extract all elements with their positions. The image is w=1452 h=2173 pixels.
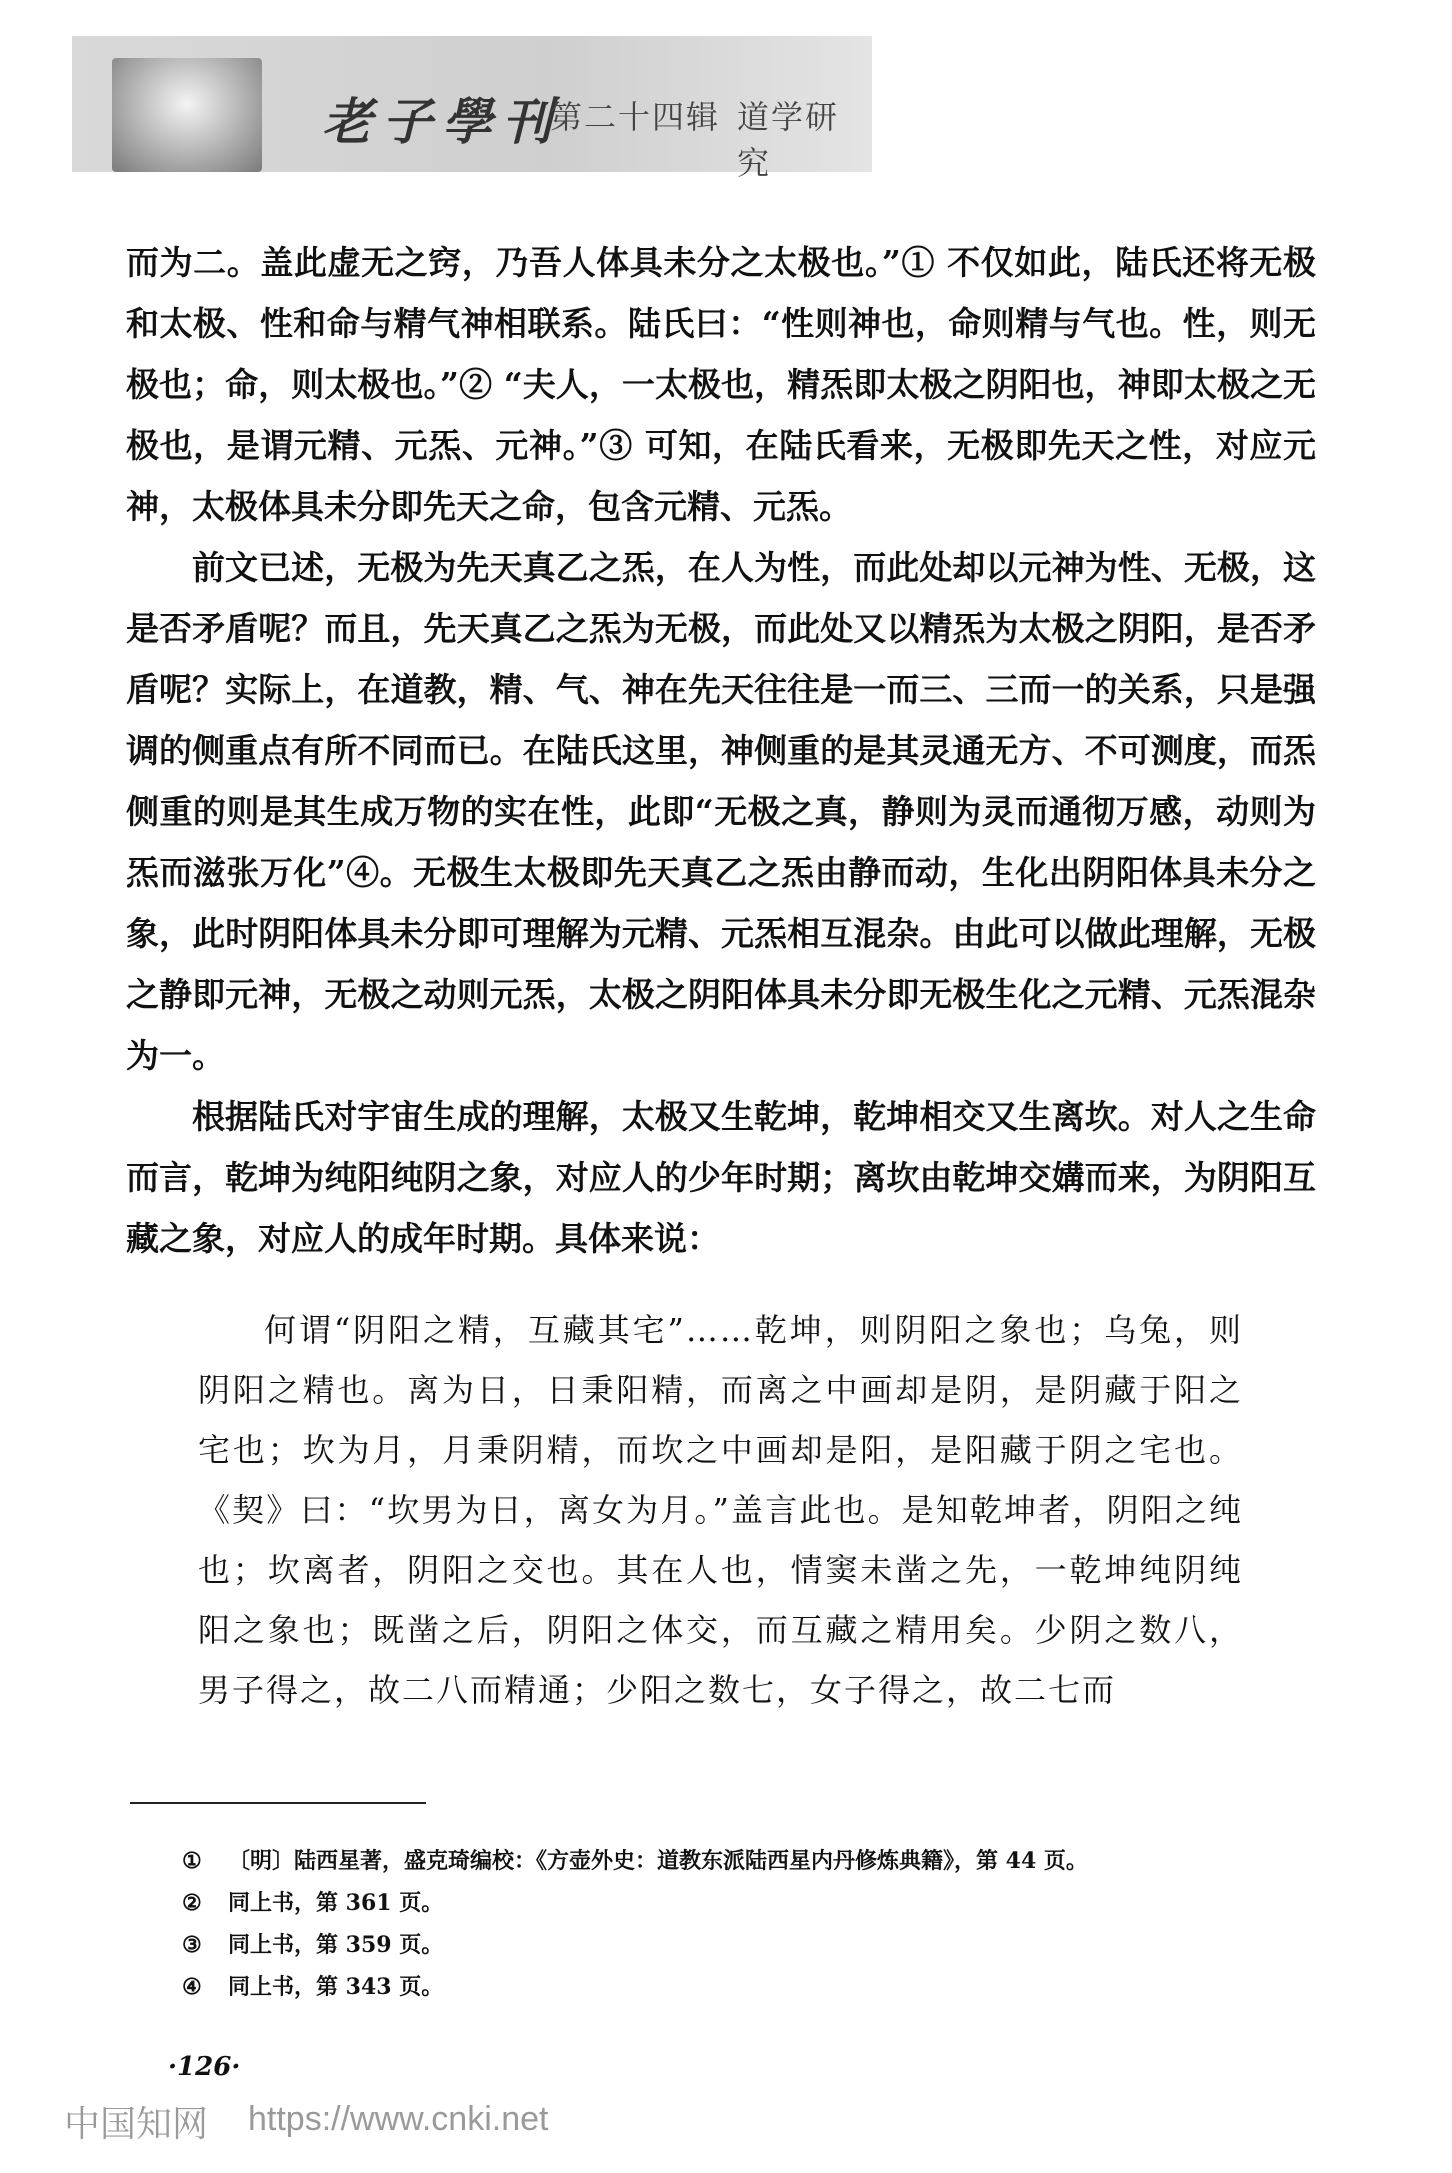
watermark-url: https://www.cnki.net	[248, 2100, 549, 2138]
footnote-text: 同上书，第 343 页。	[228, 1974, 444, 2000]
footnote-item	[182, 1840, 1312, 1882]
footnote-mark: ①	[182, 1848, 202, 1874]
footnote-text: 同上书，第 359 页。	[228, 1932, 444, 1958]
paragraph: 前文已述，无极为先天真乙之炁，在人为性，而此处却以元神为性、无极，这是否矛盾呢？而且，先天真乙之炁为无极，而此处又以精炁为太极之阴阳，是否矛盾呢？实际上，在道教，精、气、神在先天往往是一而三、三而一的关系，只是强调的侧重点有所不同而已。在陆氏这里，神侧重的是其灵通无方、不可测度，而炁侧重的则是其生成万物的实在性，此即“无极之真，静则为灵而通彻万感，动则为炁而滋张万化”④。无极生太极即先天真乙之炁由静而动，生化出阴阳体具未分之象，此时阴阳体具未分即可理解为元精、元炁相互混杂。由此可以做此理解，无极之静即元神，无极之动则元炁，太极之阴阳体具未分即无极生化之元精、元炁混杂为一。	[126, 548, 1316, 1075]
footnote-text: 同上书，第 361 页。	[228, 1890, 444, 1916]
footnote-divider	[130, 1802, 426, 1804]
footnote-item	[182, 1966, 1312, 2008]
laozi-portrait-image	[112, 58, 262, 172]
page-number: ·126·	[168, 2052, 241, 2082]
running-header	[72, 36, 872, 182]
quote-text: 何谓“阴阳之精，互藏其宅”……乾坤，则阴阳之象也；乌兔，则阴阳之精也。离为日，日秉阳精，而离之中画却是阴，是阴藏于阳之宅也；坎为月，月秉阴精，而坎之中画却是阳，是阳藏于阴之宅也。《契》曰：“坎男为日，离女为月。”盖言此也。是知乾坤者，阴阳之纯也；坎离者，阴阳之交也。其在人也，情窦未凿之先，一乾坤纯阴纯阳之象也；既凿之后，阴阳之体交，而互藏之精用矣。少阴之数八，男子得之，故二八而精通；少阳之数七，女子得之，故二七而	[198, 1311, 1243, 1709]
footnote-item	[182, 1924, 1312, 1966]
journal-name: 老子學刊	[322, 92, 562, 151]
footnote-mark: ③	[182, 1932, 202, 1958]
paragraph: 根据陆氏对宇宙生成的理解，太极又生乾坤，乾坤相交又生离坎。对人之生命而言，乾坤为纯阳纯阴之象，对应人的少年时期；离坎由乾坤交媾而来，为阴阳互藏之象，对应人的成年时期。具体来说：	[126, 1097, 1316, 1258]
paragraph: 而为二。盖此虚无之窍，乃吾人体具未分之太极也。”① 不仅如此，陆氏还将无极和太极、性和命与精气神相联系。陆氏曰：“性则神也，命则精与气也。性，则无极也；命，则太极也。”② “夫人，一太极也，精炁即太极之阴阳也，神即太极之无极也，是谓元精、元炁、元神。”③ 可知，在陆氏看来，无极即先天之性，对应元神，太极体具未分即先天之命，包含元精、元炁。	[126, 243, 1316, 526]
footnote-text: 〔明〕陆西星著，盛克琦编校：《方壶外史：道教东派陆西星内丹修炼典籍》，第 44 页。	[228, 1848, 1088, 1874]
body-text	[126, 232, 1316, 1269]
footnote-mark: ④	[182, 1974, 202, 2000]
section-label: 道学研究	[737, 98, 840, 182]
issue-label: 第二十四辑	[550, 98, 721, 136]
footnote-item	[182, 1882, 1312, 1924]
footnotes	[182, 1840, 1312, 2008]
watermark-cnki-name: 中国知网	[64, 2104, 209, 2145]
block-quote	[198, 1300, 1243, 1720]
footnote-mark: ②	[182, 1890, 202, 1916]
